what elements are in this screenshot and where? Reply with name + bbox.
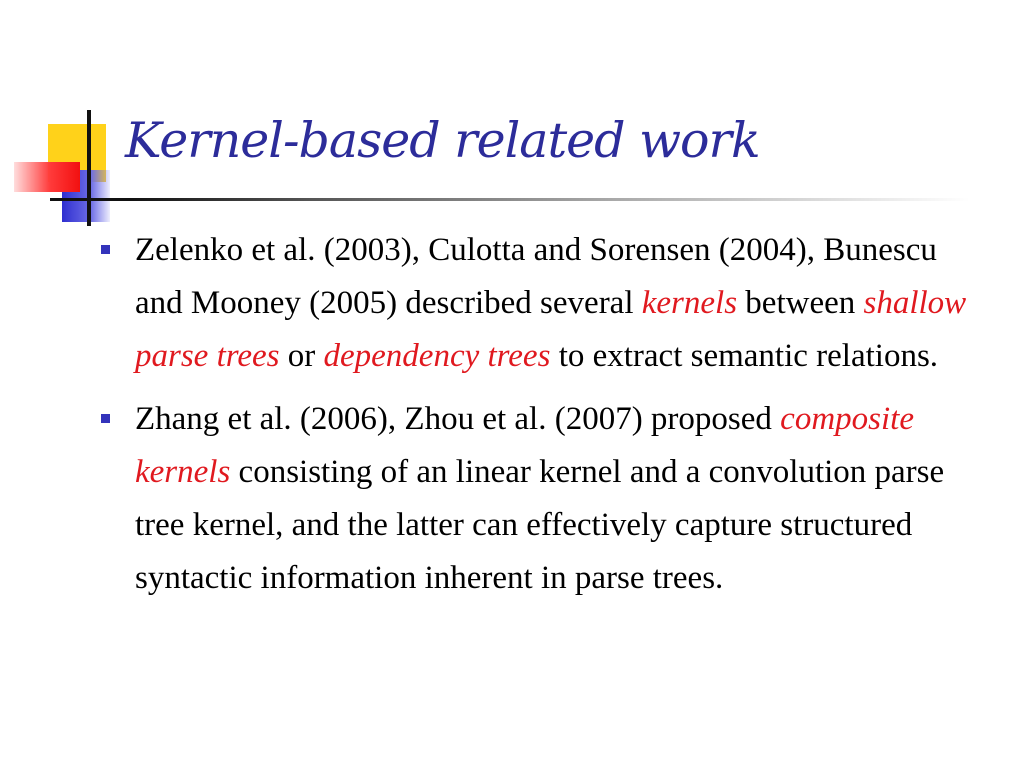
highlight-term: dependency trees [323, 338, 551, 374]
bullet-item [95, 224, 975, 383]
bullet-list [95, 224, 975, 615]
red-bar-decoration [14, 162, 80, 192]
highlight-term: shallow parse trees [135, 285, 967, 374]
square-bullet-icon [101, 245, 110, 254]
bullet-text: to extract semantic relations. [550, 338, 939, 374]
vertical-rule-decoration [87, 110, 91, 226]
title-underline-rule [50, 198, 970, 201]
slide-title: Kernel-based related work [125, 112, 760, 169]
bullet-text: consisting of an linear kernel and a convolution parse tree kernel, and the latter can effectively capture structured syntactic information inherent in parse trees. [135, 454, 945, 596]
square-bullet-icon [101, 414, 110, 423]
highlight-term: kernels [641, 285, 738, 321]
bullet-text: or [279, 338, 324, 374]
bullet-item [95, 393, 975, 605]
bullet-text: Zhang et al. (2006), Zhou et al. (2007) proposed [135, 401, 781, 437]
bullet-text: between [737, 285, 864, 321]
bullet-text: Zelenko et al. (2003), Culotta and Sorensen (2004), Bunescu and Mooney (2005) described several [135, 232, 937, 321]
highlight-term: composite kernels [135, 401, 914, 490]
